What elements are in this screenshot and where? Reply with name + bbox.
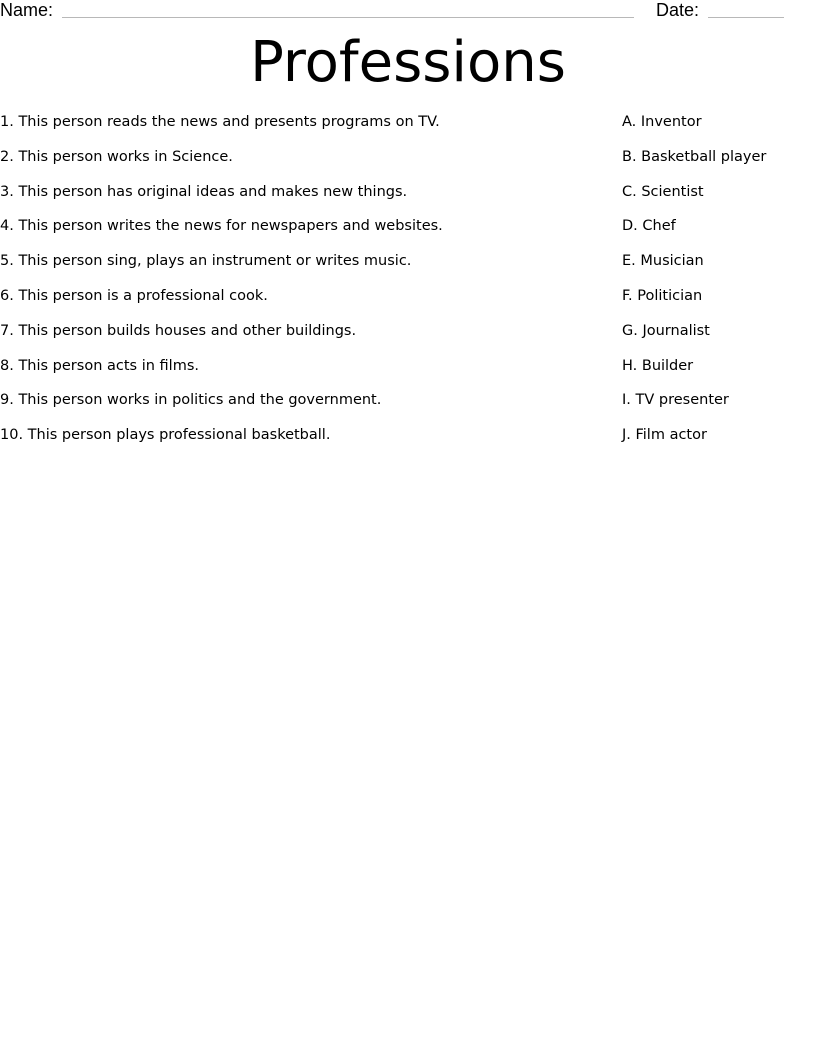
page-title: Professions [250, 30, 566, 95]
answer-item: C. Scientist [622, 183, 704, 200]
clue-item: 4. This person writes the news for newspapers and websites. [0, 218, 443, 235]
answer-item: J. Film actor [622, 427, 707, 444]
clue-item: 9. This person works in politics and the government. [0, 392, 382, 409]
answer-item: A. Inventor [622, 114, 702, 130]
clue-item: 3. This person has original ideas and makes new things. [0, 183, 408, 200]
date-blank-line[interactable] [708, 17, 784, 18]
clue-item: 6. This person is a professional cook. [0, 287, 268, 304]
answers-list [622, 112, 812, 460]
answer-item: I. TV presenter [622, 392, 729, 409]
clue-item: 10. This person plays professional basketball. [0, 427, 331, 444]
name-blank-line[interactable] [62, 17, 634, 18]
clue-item: 2. This person works in Science. [0, 148, 233, 165]
clue-item: 7. This person builds houses and other buildings. [0, 322, 357, 339]
clue-item: 1. This person reads the news and presents programs on TV. [0, 114, 440, 130]
name-label: Name: [0, 0, 54, 20]
clue-item: 8. This person acts in films. [0, 357, 199, 374]
clues-list [0, 112, 600, 460]
answer-item: D. Chef [622, 218, 676, 235]
answer-item: F. Politician [622, 287, 703, 304]
clue-item: 5. This person sing, plays an instrument or writes music. [0, 253, 412, 270]
date-label: Date: [656, 0, 700, 20]
answer-item: G. Journalist [622, 322, 710, 339]
header-row [0, 0, 816, 24]
answer-item: H. Builder [622, 357, 694, 374]
answer-item: E. Musician [622, 253, 704, 270]
answer-item: B. Basketball player [622, 148, 767, 165]
